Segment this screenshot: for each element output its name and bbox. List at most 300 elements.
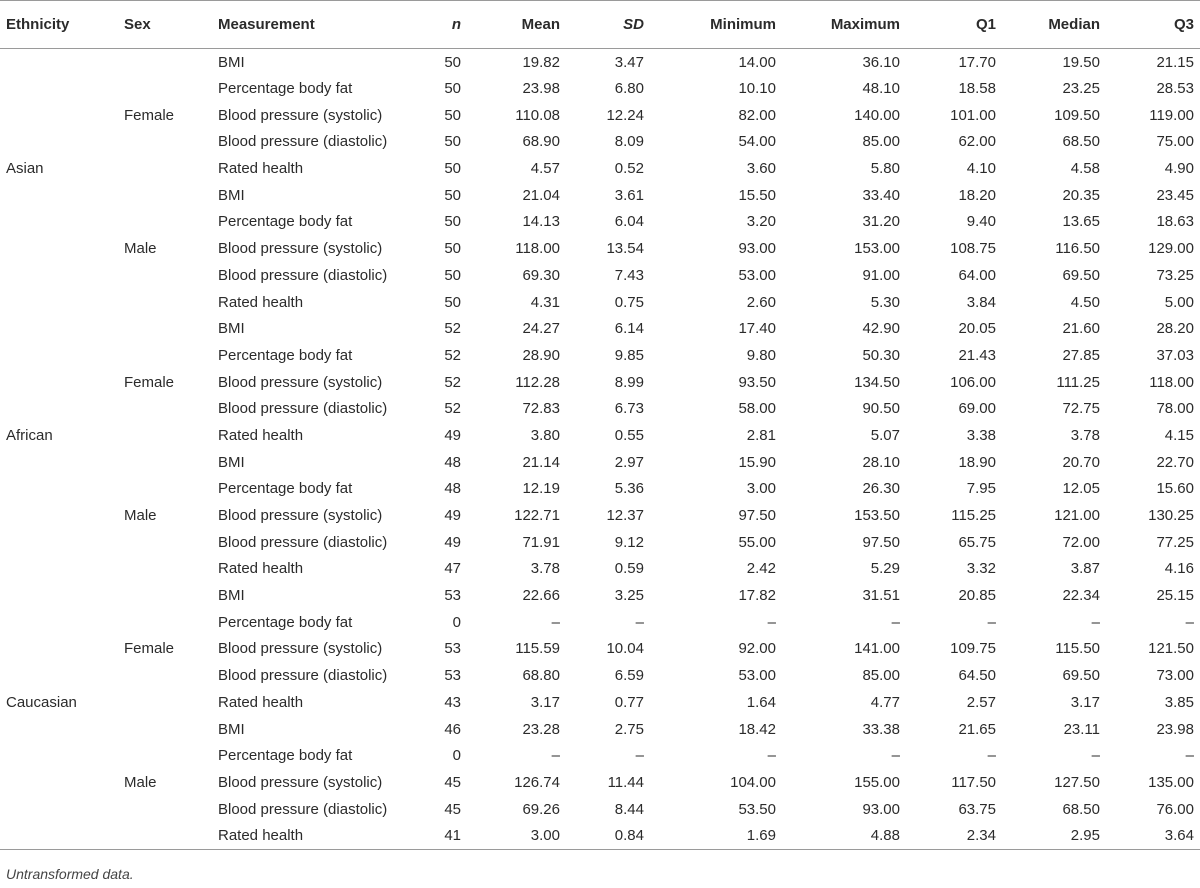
cell-minimum: 10.10 <box>738 80 776 98</box>
cell-n: 50 <box>444 240 461 258</box>
cell-q1: 109.75 <box>950 640 996 658</box>
cell-ethnicity: Caucasian <box>6 693 77 711</box>
cell-sd: 8.44 <box>614 800 644 818</box>
cell-minimum: 93.50 <box>738 373 776 391</box>
cell-q3: 119.00 <box>1149 106 1194 124</box>
cell-maximum: 48.10 <box>862 80 900 98</box>
cell-q1: 21.43 <box>958 346 996 364</box>
cell-n: 50 <box>444 106 461 124</box>
cell-mean: – <box>551 747 560 765</box>
cell-measurement: Percentage body fat <box>218 480 353 498</box>
cell-q3: 23.98 <box>1156 720 1194 738</box>
cell-ethnicity <box>0 75 118 102</box>
table-row <box>0 155 1200 182</box>
header-n: n <box>422 1 466 49</box>
header-row <box>0 1 1200 49</box>
cell-sex <box>118 422 214 449</box>
cell-measurement: Rated health <box>218 160 304 178</box>
cell-maximum: – <box>891 747 900 765</box>
cell-sd: 0.59 <box>614 560 644 578</box>
cell-q1: 17.70 <box>958 53 996 71</box>
header-minimum: Minimum <box>650 1 782 49</box>
cell-sex: Female <box>124 373 175 391</box>
cell-q3: 4.16 <box>1164 560 1194 578</box>
header-sd: SD <box>566 1 650 49</box>
table-row <box>0 369 1200 396</box>
cell-mean: 68.90 <box>522 133 560 151</box>
cell-maximum: 141.00 <box>854 640 900 658</box>
cell-q1: 18.90 <box>958 453 996 471</box>
cell-measurement: BMI <box>218 186 245 204</box>
cell-q1: 3.38 <box>966 426 996 444</box>
cell-q1: 115.25 <box>951 507 996 525</box>
table-row <box>0 476 1200 503</box>
cell-q1: 9.40 <box>966 213 996 231</box>
header-maximum: Maximum <box>782 1 906 49</box>
cell-measurement: Blood pressure (diastolic) <box>218 133 388 151</box>
cell-measurement: BMI <box>218 53 245 71</box>
cell-n: 0 <box>452 613 461 631</box>
cell-sex <box>118 75 214 102</box>
cell-median: 3.87 <box>1070 560 1100 578</box>
cell-sex <box>118 342 214 369</box>
cell-n: 50 <box>444 266 461 284</box>
cell-ethnicity <box>0 582 118 609</box>
cell-n: 46 <box>444 720 461 738</box>
cell-median: 4.58 <box>1070 160 1100 178</box>
cell-minimum: 18.42 <box>738 720 776 738</box>
cell-measurement: BMI <box>218 320 245 338</box>
cell-maximum: 42.90 <box>862 320 900 338</box>
cell-q1: 4.10 <box>966 160 996 178</box>
cell-median: 3.17 <box>1070 693 1100 711</box>
cell-maximum: 31.51 <box>862 587 900 605</box>
cell-q1: 64.50 <box>958 667 996 685</box>
table-row <box>0 796 1200 823</box>
cell-minimum: 1.64 <box>746 693 776 711</box>
cell-measurement: Percentage body fat <box>218 346 353 364</box>
cell-ethnicity <box>0 502 118 529</box>
cell-sex <box>118 529 214 556</box>
cell-n: 52 <box>444 320 461 338</box>
cell-sd: 0.77 <box>614 693 644 711</box>
cell-sd: 3.47 <box>614 53 644 71</box>
cell-q3: 15.60 <box>1156 480 1194 498</box>
cell-q1: 18.20 <box>958 186 996 204</box>
cell-maximum: 26.30 <box>862 480 900 498</box>
cell-n: 50 <box>444 213 461 231</box>
cell-median: 68.50 <box>1062 800 1100 818</box>
cell-measurement: BMI <box>218 720 245 738</box>
table-row <box>0 582 1200 609</box>
cell-sd: 3.61 <box>614 186 644 204</box>
cell-sex <box>118 262 214 289</box>
cell-median: 111.25 <box>1056 373 1100 391</box>
cell-sex <box>118 822 214 849</box>
cell-sex <box>118 289 214 316</box>
cell-minimum: 55.00 <box>738 533 776 551</box>
cell-q1: 117.50 <box>951 773 996 791</box>
cell-maximum: 155.00 <box>854 773 900 791</box>
cell-measurement: Rated health <box>218 693 304 711</box>
cell-minimum: 17.40 <box>738 320 776 338</box>
cell-sex <box>118 796 214 823</box>
cell-sex <box>118 395 214 422</box>
cell-q3: 75.00 <box>1156 133 1194 151</box>
cell-minimum: 92.00 <box>738 640 776 658</box>
cell-minimum: 9.80 <box>746 346 776 364</box>
cell-median: 121.00 <box>1054 507 1100 525</box>
cell-mean: 12.19 <box>522 480 560 498</box>
cell-mean: 21.14 <box>522 453 560 471</box>
cell-q3: 121.50 <box>1148 640 1194 658</box>
cell-ethnicity <box>0 742 118 769</box>
cell-ethnicity <box>0 102 118 129</box>
cell-ethnicity <box>0 716 118 743</box>
cell-measurement: Blood pressure (systolic) <box>218 507 383 525</box>
cell-sd: 6.14 <box>614 320 644 338</box>
cell-sd: 12.37 <box>606 507 644 525</box>
cell-n: 45 <box>444 773 461 791</box>
table-body <box>0 49 1200 850</box>
cell-maximum: 4.88 <box>782 822 906 849</box>
cell-q3: 129.00 <box>1148 240 1194 258</box>
cell-n: 0 <box>452 747 461 765</box>
cell-ethnicity <box>0 289 118 316</box>
cell-minimum: – <box>767 613 776 631</box>
cell-ethnicity <box>0 395 118 422</box>
cell-sex <box>118 716 214 743</box>
cell-n: 49 <box>444 533 461 551</box>
cell-median: 22.34 <box>1062 587 1100 605</box>
cell-sd: – <box>635 747 644 765</box>
cell-mean: 3.78 <box>530 560 560 578</box>
cell-mean: 4.57 <box>530 160 560 178</box>
cell-minimum: 2.81 <box>746 426 776 444</box>
cell-sd: – <box>635 613 644 631</box>
cell-n: 48 <box>444 480 461 498</box>
cell-maximum: 31.20 <box>862 213 900 231</box>
cell-n: 50 <box>444 80 461 98</box>
cell-minimum: 97.50 <box>738 507 776 525</box>
cell-ethnicity <box>0 369 118 396</box>
cell-minimum: 104.00 <box>730 773 776 791</box>
cell-measurement: BMI <box>218 453 245 471</box>
cell-sex <box>118 209 214 236</box>
cell-n: 45 <box>444 800 461 818</box>
cell-measurement: Rated health <box>214 822 422 849</box>
cell-maximum: 97.50 <box>862 533 900 551</box>
cell-maximum: 93.00 <box>862 800 900 818</box>
cell-maximum: 5.80 <box>870 160 900 178</box>
cell-q3: – <box>1185 613 1194 631</box>
cell-maximum: – <box>891 613 900 631</box>
cell-sex <box>118 609 214 636</box>
cell-maximum: 28.10 <box>862 453 900 471</box>
cell-measurement: Blood pressure (diastolic) <box>218 800 388 818</box>
cell-sd: 0.75 <box>614 293 644 311</box>
cell-sex <box>118 129 214 156</box>
cell-q1: 63.75 <box>958 800 996 818</box>
cell-q1: 65.75 <box>958 533 996 551</box>
cell-sd: 11.44 <box>607 773 644 791</box>
cell-mean: 23.98 <box>522 80 560 98</box>
cell-mean: 126.74 <box>514 773 560 791</box>
cell-mean: 72.83 <box>522 400 560 418</box>
cell-measurement: Blood pressure (diastolic) <box>218 667 388 685</box>
cell-mean: 24.27 <box>522 320 560 338</box>
cell-n: 41 <box>422 822 466 849</box>
cell-sex: Female <box>124 106 175 124</box>
cell-measurement: Percentage body fat <box>218 613 353 631</box>
cell-sd: 6.04 <box>614 213 644 231</box>
cell-q1: 2.57 <box>966 693 996 711</box>
cell-median: 68.50 <box>1062 133 1100 151</box>
cell-median: 20.35 <box>1062 186 1100 204</box>
cell-maximum: 36.10 <box>862 53 900 71</box>
cell-maximum: 5.29 <box>870 560 900 578</box>
cell-maximum: 4.77 <box>870 693 900 711</box>
table-row <box>0 449 1200 476</box>
cell-q3: 22.70 <box>1156 453 1194 471</box>
cell-maximum: 5.30 <box>870 293 900 311</box>
cell-measurement: Rated health <box>218 560 304 578</box>
cell-sd: 6.59 <box>614 667 644 685</box>
cell-maximum: 85.00 <box>862 667 900 685</box>
cell-q1: – <box>987 747 996 765</box>
cell-mean: 3.17 <box>530 693 560 711</box>
cell-median: 13.65 <box>1062 213 1100 231</box>
header-q3: Q3 <box>1106 1 1200 49</box>
cell-q1: – <box>987 613 996 631</box>
cell-q1: 7.95 <box>966 480 996 498</box>
cell-q1: 21.65 <box>958 720 996 738</box>
cell-ethnicity <box>0 209 118 236</box>
cell-measurement: Rated health <box>218 293 304 311</box>
cell-median: 127.50 <box>1054 773 1100 791</box>
cell-sd: 6.80 <box>614 80 644 98</box>
cell-mean: 112.28 <box>515 373 560 391</box>
header-median: Median <box>1002 1 1106 49</box>
cell-ethnicity <box>0 822 118 849</box>
cell-minimum: 58.00 <box>738 400 776 418</box>
cell-minimum: 1.69 <box>650 822 782 849</box>
cell-sex: Male <box>124 773 157 791</box>
table-row <box>0 716 1200 743</box>
cell-maximum: 134.50 <box>854 373 900 391</box>
cell-maximum: 91.00 <box>862 266 900 284</box>
cell-sd: 9.85 <box>614 346 644 364</box>
cell-ethnicity <box>0 129 118 156</box>
cell-ethnicity: Asian <box>6 160 44 178</box>
cell-maximum: 153.00 <box>854 240 900 258</box>
table-row <box>0 75 1200 102</box>
cell-maximum: 85.00 <box>862 133 900 151</box>
cell-n: 52 <box>444 346 461 364</box>
cell-mean: 4.31 <box>530 293 560 311</box>
table-row <box>0 102 1200 129</box>
cell-q1: 62.00 <box>958 133 996 151</box>
header-sex: Sex <box>118 1 214 49</box>
cell-q3: 76.00 <box>1156 800 1194 818</box>
table-row <box>0 502 1200 529</box>
cell-n: 49 <box>444 507 461 525</box>
table-row <box>0 49 1200 76</box>
cell-mean: 122.71 <box>514 507 560 525</box>
cell-mean: 21.04 <box>522 186 560 204</box>
cell-n: 53 <box>444 587 461 605</box>
cell-q1: 101.00 <box>950 106 996 124</box>
cell-maximum: 50.30 <box>862 346 900 364</box>
table-row <box>0 315 1200 342</box>
header-measurement: Measurement <box>214 1 422 49</box>
cell-sex <box>118 155 214 182</box>
cell-q3: 25.15 <box>1156 587 1194 605</box>
cell-q1: 3.32 <box>966 560 996 578</box>
cell-mean: – <box>551 613 560 631</box>
table-row <box>0 636 1200 663</box>
cell-maximum: 5.07 <box>870 426 900 444</box>
cell-measurement: Blood pressure (systolic) <box>218 240 383 258</box>
cell-median: 23.25 <box>1062 80 1100 98</box>
table-row <box>0 609 1200 636</box>
cell-q3: 21.15 <box>1156 53 1194 71</box>
cell-n: 49 <box>444 426 461 444</box>
cell-ethnicity <box>0 49 118 76</box>
cell-q3: 18.63 <box>1156 213 1194 231</box>
cell-minimum: 54.00 <box>738 133 776 151</box>
cell-sd: 13.54 <box>606 240 644 258</box>
cell-q3: 23.45 <box>1156 186 1194 204</box>
cell-sd: 10.04 <box>606 640 644 658</box>
cell-ethnicity <box>0 609 118 636</box>
cell-measurement: BMI <box>218 587 245 605</box>
cell-sex <box>118 689 214 716</box>
cell-ethnicity <box>0 636 118 663</box>
cell-sex: Female <box>124 640 175 658</box>
cell-median: 115.50 <box>1055 640 1100 658</box>
cell-median: – <box>1091 747 1100 765</box>
cell-ethnicity <box>0 449 118 476</box>
cell-minimum: 3.00 <box>746 480 776 498</box>
table-row <box>0 342 1200 369</box>
cell-median: 21.60 <box>1062 320 1100 338</box>
cell-mean: 19.82 <box>522 53 560 71</box>
table-row <box>0 129 1200 156</box>
cell-measurement: Blood pressure (diastolic) <box>218 400 388 418</box>
cell-sex <box>118 315 214 342</box>
cell-median: 72.75 <box>1062 400 1100 418</box>
cell-mean: 110.08 <box>515 106 560 124</box>
cell-minimum: 3.20 <box>746 213 776 231</box>
cell-q3: 4.15 <box>1164 426 1194 444</box>
table-row <box>0 395 1200 422</box>
cell-median: 116.50 <box>1055 240 1100 258</box>
cell-sex <box>118 582 214 609</box>
cell-measurement: Percentage body fat <box>218 80 353 98</box>
cell-n: 50 <box>444 160 461 178</box>
cell-ethnicity <box>0 235 118 262</box>
table-row <box>0 182 1200 209</box>
table-row <box>0 529 1200 556</box>
cell-q3: 77.25 <box>1156 533 1194 551</box>
cell-sd: 12.24 <box>606 106 644 124</box>
cell-ethnicity <box>0 796 118 823</box>
cell-sd: 0.84 <box>566 822 650 849</box>
cell-sd: 2.75 <box>614 720 644 738</box>
cell-sd: 5.36 <box>614 480 644 498</box>
cell-q1: 20.05 <box>958 320 996 338</box>
cell-minimum: 15.90 <box>738 453 776 471</box>
cell-median: 109.50 <box>1054 106 1100 124</box>
cell-sd: 2.97 <box>614 453 644 471</box>
cell-minimum: 53.50 <box>738 800 776 818</box>
cell-median: 27.85 <box>1062 346 1100 364</box>
cell-q3: 28.20 <box>1156 320 1194 338</box>
cell-measurement: Blood pressure (systolic) <box>218 640 383 658</box>
cell-mean: 68.80 <box>522 667 560 685</box>
cell-minimum: 15.50 <box>738 186 776 204</box>
cell-n: 50 <box>444 186 461 204</box>
cell-q3: – <box>1185 747 1194 765</box>
cell-q3: 28.53 <box>1156 80 1194 98</box>
table-header <box>0 1 1200 49</box>
cell-ethnicity <box>0 476 118 503</box>
cell-sex: Male <box>124 240 157 258</box>
table-row <box>0 422 1200 449</box>
cell-median: 72.00 <box>1062 533 1100 551</box>
table-row <box>0 822 1200 849</box>
cell-q3: 3.64 <box>1106 822 1200 849</box>
cell-mean: 115.59 <box>515 640 560 658</box>
cell-minimum: 14.00 <box>738 53 776 71</box>
cell-sex <box>118 556 214 583</box>
cell-sd: 9.12 <box>614 533 644 551</box>
cell-q3: 118.00 <box>1149 373 1194 391</box>
cell-sex <box>118 449 214 476</box>
cell-q1: 18.58 <box>958 80 996 98</box>
cell-q3: 37.03 <box>1156 346 1194 364</box>
cell-q3: 135.00 <box>1148 773 1194 791</box>
cell-median: 3.78 <box>1070 426 1100 444</box>
cell-q1: 106.00 <box>950 373 996 391</box>
table-row <box>0 235 1200 262</box>
cell-ethnicity <box>0 529 118 556</box>
cell-ethnicity <box>0 262 118 289</box>
cell-maximum: 33.38 <box>862 720 900 738</box>
cell-sex <box>118 182 214 209</box>
cell-sd: 6.73 <box>614 400 644 418</box>
cell-measurement: Blood pressure (systolic) <box>218 106 383 124</box>
cell-minimum: 53.00 <box>738 266 776 284</box>
cell-ethnicity <box>0 556 118 583</box>
cell-sex <box>118 742 214 769</box>
table-row <box>0 662 1200 689</box>
cell-sex <box>118 49 214 76</box>
table-row <box>0 742 1200 769</box>
cell-q1: 20.85 <box>958 587 996 605</box>
cell-q1: 3.84 <box>966 293 996 311</box>
cell-sex <box>118 662 214 689</box>
cell-n: 53 <box>444 667 461 685</box>
cell-n: 47 <box>444 560 461 578</box>
table-row <box>0 769 1200 796</box>
cell-mean: 69.30 <box>522 266 560 284</box>
cell-median: 20.70 <box>1062 453 1100 471</box>
cell-n: 50 <box>444 53 461 71</box>
cell-sd: 0.55 <box>614 426 644 444</box>
cell-q3: 73.00 <box>1156 667 1194 685</box>
